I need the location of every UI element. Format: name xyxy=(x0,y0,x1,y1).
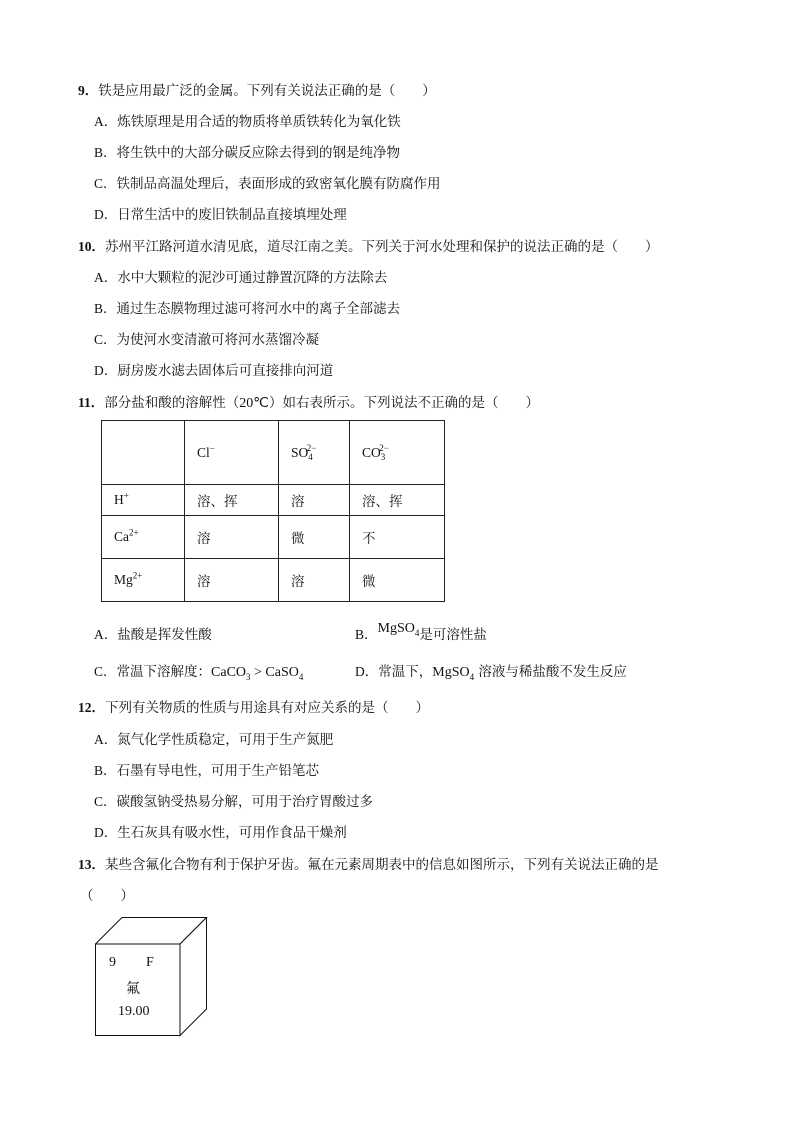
option-letter: B． xyxy=(355,627,378,642)
option-letter: A． xyxy=(94,627,118,642)
option-text: 日常生活中的废旧铁制品直接填埋处理 xyxy=(117,207,347,223)
anion-header-carbonate: $CO_3^{2-}$ xyxy=(350,421,445,485)
question-number: 12． xyxy=(78,700,105,715)
cation-magnesium: $Mg^{2+}$ xyxy=(102,559,185,602)
option-text: 常温下， xyxy=(378,664,433,680)
table-cell: 溶 xyxy=(279,559,350,602)
option-text: 常温下溶解度： xyxy=(116,664,212,680)
option-b[interactable] xyxy=(94,761,319,781)
cation-hydrogen: H+ xyxy=(102,485,185,516)
option-letter: C． xyxy=(94,794,117,809)
atomic-mass: 19.00 xyxy=(118,1004,150,1019)
anion-header-sulfate: $SO_4^{2-}$ xyxy=(279,421,350,485)
option-letter: C． xyxy=(94,332,117,347)
option-c[interactable] xyxy=(94,792,373,812)
option-letter: A． xyxy=(94,732,118,747)
table-cell: 溶 xyxy=(279,485,350,516)
option-d[interactable] xyxy=(94,823,347,843)
option-text: 盐酸是挥发性酸 xyxy=(117,627,212,643)
option-text: 石墨有导电性，可用于生产铅笔芯 xyxy=(116,763,320,779)
option-letter: D． xyxy=(355,664,379,679)
option-letter: B． xyxy=(94,763,117,778)
option-text: 将生铁中的大部分碳反应除去得到的钢是纯净物 xyxy=(116,145,401,161)
anion-header-chloride: Cl− xyxy=(185,421,279,485)
question-number: 13． xyxy=(78,857,105,872)
question-number: 10． xyxy=(78,239,105,254)
element-cube xyxy=(95,917,211,1041)
option-text: 水中大颗粒的泥沙可通过静置沉降的方法除去 xyxy=(117,270,388,286)
question-12-stem xyxy=(78,698,429,718)
formula-mgso4: MgSO$_4$ xyxy=(432,665,475,682)
option-b[interactable] xyxy=(94,299,400,319)
option-letter: B． xyxy=(94,301,117,316)
formula-caso4: CaSO$_4$ xyxy=(265,665,304,682)
element-cube-outline xyxy=(95,917,211,1037)
cation-calcium: $Ca^{2+}$ xyxy=(102,516,185,559)
option-a[interactable] xyxy=(94,730,333,750)
option-letter: C． xyxy=(94,664,117,679)
greater-than-sign: > xyxy=(250,665,266,680)
option-c[interactable] xyxy=(94,662,303,683)
option-text: 溶液与稀盐酸不发生反应 xyxy=(474,664,627,680)
table-cell: 溶 xyxy=(185,516,279,559)
question-text: 某些含氟化合物有利于保护牙齿。氟在元素周期表中的信息如图所示，下列有关说法正确的是 xyxy=(105,857,659,873)
table-cell: 微 xyxy=(350,559,445,602)
option-d[interactable] xyxy=(94,205,347,225)
option-letter: D． xyxy=(94,207,118,222)
table-corner-cell xyxy=(102,421,185,485)
option-b[interactable] xyxy=(94,143,400,163)
question-text: 部分盐和酸的溶解性（ xyxy=(104,395,240,411)
question-10-stem xyxy=(78,237,659,257)
option-text: 铁制品高温处理后，表面形成的致密氧化膜有防腐作用 xyxy=(116,176,441,192)
table-row xyxy=(102,485,445,516)
solubility-table xyxy=(101,420,445,602)
option-text: 生石灰具有吸水性，可用作食品干燥剂 xyxy=(117,825,347,841)
option-text: 为使河水变清澈可将河水蒸馏冷凝 xyxy=(116,332,320,348)
option-text: 厨房废水滤去固体后可直接排向河道 xyxy=(117,363,334,379)
question-number: 11． xyxy=(78,395,105,410)
option-a[interactable] xyxy=(94,268,387,288)
question-9-stem xyxy=(78,81,436,101)
table-row xyxy=(102,516,445,559)
option-letter: A． xyxy=(94,270,118,285)
formula-caco3: CaCO$_3$ xyxy=(211,665,251,682)
formula-mgso4: MgSO$_4$ xyxy=(377,621,420,638)
option-text: 是可溶性盐 xyxy=(419,627,487,643)
question-text: 苏州平江路河道水清见底，道尽江南之美。下列关于河水处理和保护的说法正确的是（ ） xyxy=(105,239,659,255)
question-number: 9． xyxy=(78,83,99,98)
question-text: 铁是应用最广泛的金属。下列有关说法正确的是（ ） xyxy=(98,83,436,99)
temperature: 20℃ xyxy=(239,396,269,411)
option-letter: A． xyxy=(94,114,118,129)
option-letter: D． xyxy=(94,825,118,840)
atomic-number: 9 xyxy=(109,955,116,970)
question-text: ）如右表所示。下列说法不正确的是（ ） xyxy=(269,395,539,411)
element-name: 氟 xyxy=(126,981,140,997)
element-symbol: F xyxy=(146,955,154,970)
question-text: 下列有关物质的性质与用途具有对应关系的是（ ） xyxy=(105,700,429,716)
option-text: 氮气化学性质稳定，可用于生产氮肥 xyxy=(117,732,334,748)
table-cell: 溶 xyxy=(185,559,279,602)
table-row xyxy=(102,559,445,602)
option-letter: B． xyxy=(94,145,117,160)
option-letter: D． xyxy=(94,363,118,378)
option-c[interactable] xyxy=(94,330,319,350)
answer-blank: （ ） xyxy=(80,888,134,904)
table-cell: 不 xyxy=(350,516,445,559)
option-d[interactable] xyxy=(94,361,333,381)
table-cell: 微 xyxy=(279,516,350,559)
table-cell: 溶、挥 xyxy=(185,485,279,516)
option-letter: C． xyxy=(94,176,117,191)
question-13-stem xyxy=(78,855,659,875)
option-text: 碳酸氢钠受热易分解，可用于治疗胃酸过多 xyxy=(116,794,374,810)
table-header-row xyxy=(102,421,445,485)
option-text: 炼铁原理是用合适的物质将单质铁转化为氧化铁 xyxy=(117,114,401,130)
option-c[interactable] xyxy=(94,174,441,194)
option-text: 通过生态膜物理过滤可将河水中的离子全部滤去 xyxy=(116,301,401,317)
table-cell: 溶、挥 xyxy=(350,485,445,516)
option-a[interactable] xyxy=(94,625,212,645)
option-b[interactable] xyxy=(355,621,487,646)
question-11-stem xyxy=(78,393,539,414)
option-a[interactable] xyxy=(94,112,401,132)
option-d[interactable] xyxy=(355,662,627,683)
